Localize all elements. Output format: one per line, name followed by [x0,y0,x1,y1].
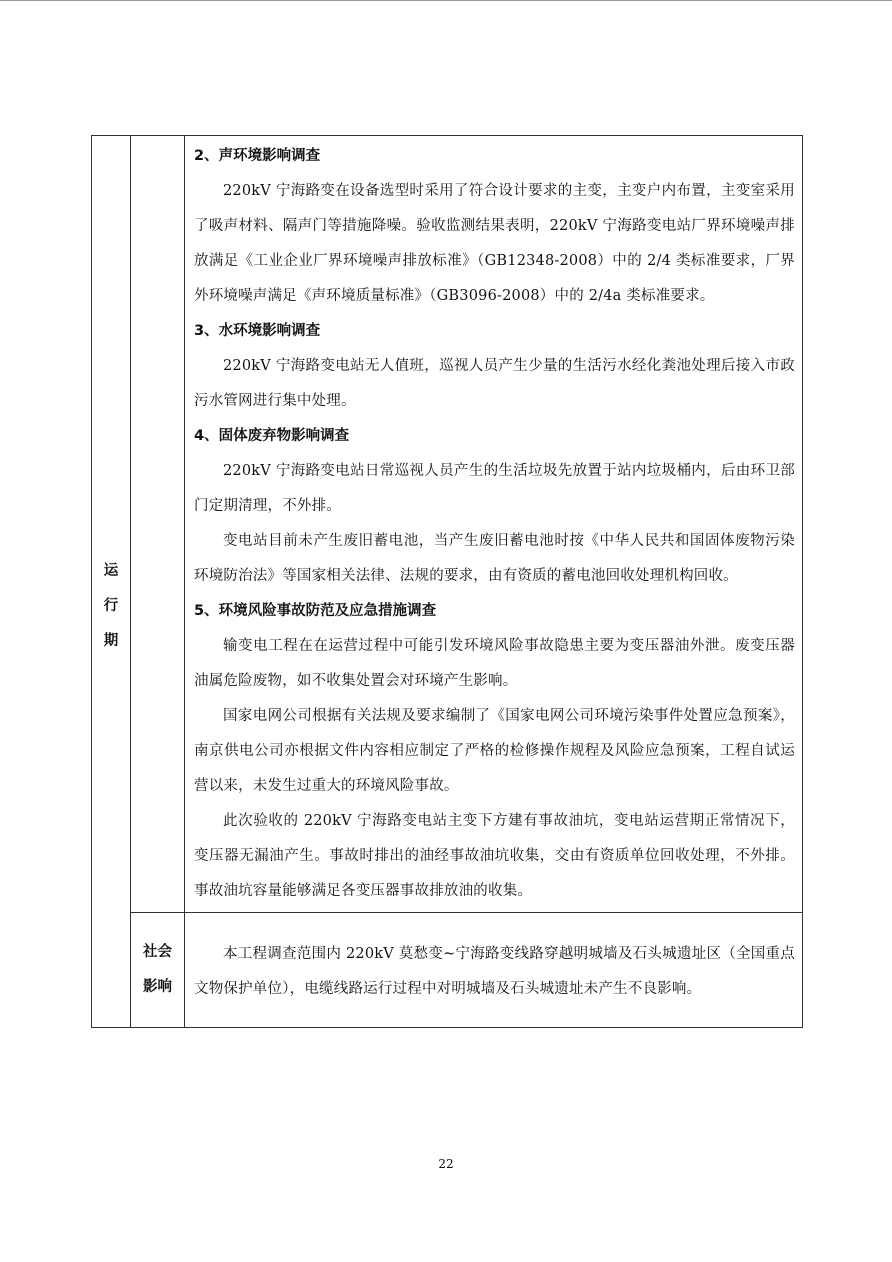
report-table [91,135,803,1028]
phase-cell [92,136,131,1028]
social-impact-paragraph: 本工程调查范围内 220kV 莫愁变~宁海路变线路穿越明城墙及石头城遗址区（全国重点文物保护单位），电缆线路运行过程中对明城墙及石头城遗址未产生不良影响。 [194,946,795,997]
section-paragraph: 国家电网公司根据有关法规及要求编制了《国家电网公司环境污染事件处置应急预案》，南京供电公司亦根据文件内容相应制定了严格的检修操作规程及风险应急预案，工程自试运营以来，未发生过重大的环境风险事故。 [194,708,795,794]
section-paragraph: 输变电工程在在运营过程中可能引发环境风险事故隐患主要为变压器油外泄。废变压器油属危险废物，如不收集处置会对环境产生影响。 [194,638,795,689]
subcategory-empty-cell [131,136,185,913]
social-impact-label-cell [131,913,185,1028]
section-heading: 4、固体废弃物影响调查 [194,428,350,444]
phase-label: 运行期 [103,563,119,649]
section-paragraph: 220kV 宁海路变在设备选型时采用了符合设计要求的主变，主变户内布置，主变室采用了吸声材料、隔声门等措施降噪。验收监测结果表明，220kV 宁海路变电站厂界环境噪声排放满足《工业企业厂界环境噪声排放标准》（GB12348-2008）中的 2/4 类标准要求，厂界外环境噪声满足《声环境质量标准》（GB3096-2008）中的 2/4a 类标准要求。 [194,183,795,304]
impact-content-cell [185,136,803,913]
table-row [92,136,803,913]
table-row [92,913,803,1028]
section-heading: 2、声环境影响调查 [194,148,321,164]
section-paragraph: 此次验收的 220kV 宁海路变电站主变下方建有事故油坑，变电站运营期正常情况下，变压器无漏油产生。事故时排出的油经事故油坑收集，交由有资质单位回收处理，不外排。事故油坑容量能够满足各变压器事故排放油的收集。 [194,813,795,899]
section-heading: 3、水环境影响调查 [194,323,321,339]
section-paragraph: 变电站目前未产生废旧蓄电池，当产生废旧蓄电池时按《中华人民共和国固体废物污染环境防治法》等国家相关法律、法规的要求，由有资质的蓄电池回收处理机构回收。 [194,533,795,584]
top-rule [0,0,892,1]
social-impact-label: 社会影响 [143,944,172,995]
section-paragraph: 220kV 宁海路变电站无人值班，巡视人员产生少量的生活污水经化粪池处理后接入市政污水管网进行集中处理。 [194,358,795,409]
section-heading: 5、环境风险事故防范及应急措施调查 [194,603,437,619]
social-impact-content-cell [185,913,803,1028]
section-paragraph: 220kV 宁海路变电站日常巡视人员产生的生活垃圾先放置于站内垃圾桶内，后由环卫部门定期清理，不外排。 [194,463,795,514]
page-number: 22 [438,1157,454,1171]
